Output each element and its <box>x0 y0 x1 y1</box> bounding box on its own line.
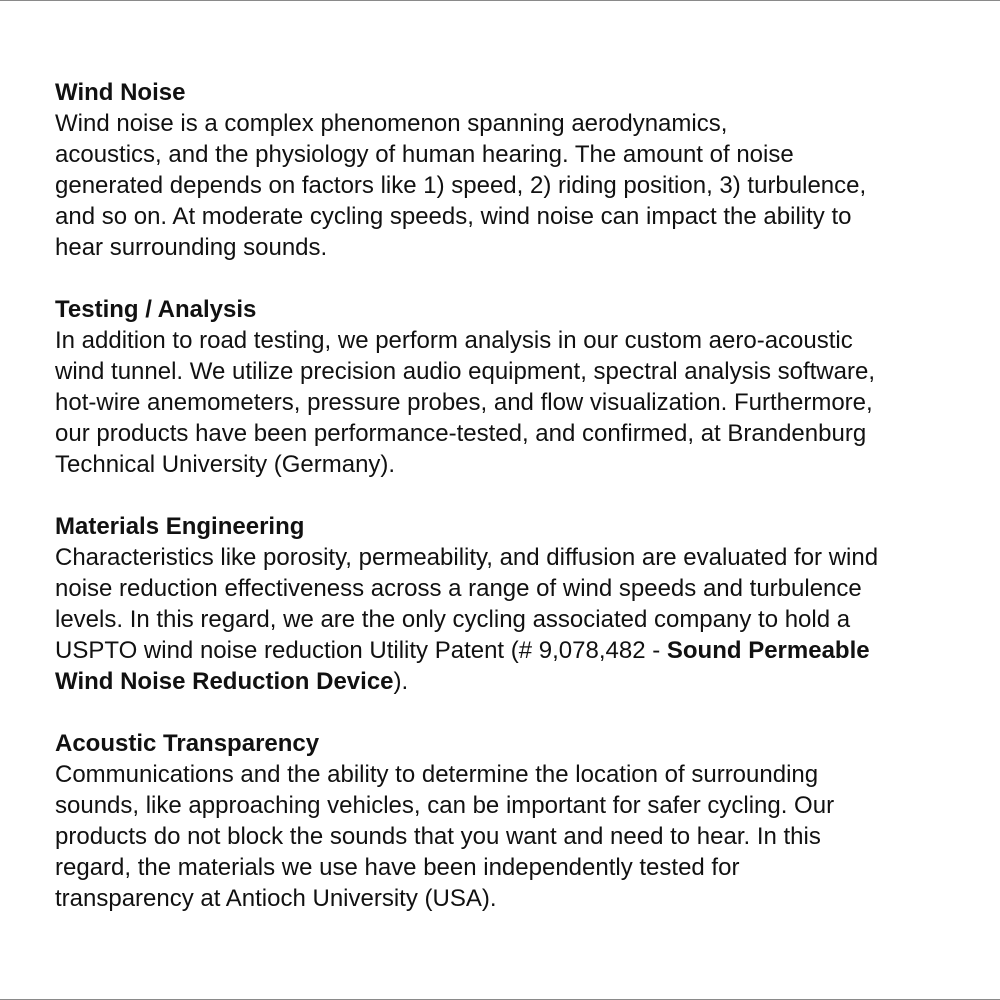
patent-line-suffix: ). <box>393 668 409 695</box>
body-line: our products have been performance-tested, and confirmed, at Brandenburg <box>55 420 867 447</box>
section-heading: Testing / Analysis <box>55 296 257 323</box>
patent-line <box>55 635 955 666</box>
body-line: transparency at Antioch University (USA). <box>55 885 497 912</box>
patent-title-part1: Sound Permeable <box>666 637 870 664</box>
body-line: sounds, like approaching vehicles, can be important for safer cycling. Our <box>55 792 835 819</box>
body-line: generated depends on factors like 1) speed, 2) riding position, 3) turbulence, <box>55 172 867 199</box>
body-line: In addition to road testing, we perform analysis in our custom aero-acoustic <box>55 327 853 354</box>
body-line: hear surrounding sounds. <box>55 234 328 261</box>
body-line: Characteristics like porosity, permeability, and diffusion are evaluated for wind <box>55 544 879 571</box>
body-line: noise reduction effectiveness across a range of wind speeds and turbulence <box>55 575 862 602</box>
body-line: levels. In this regard, we are the only cycling associated company to hold a <box>55 606 851 633</box>
section-wind-noise <box>55 77 955 263</box>
body-line: regard, the materials we use have been independently tested for <box>55 854 740 881</box>
section-acoustic-transparency <box>55 728 955 914</box>
section-heading: Acoustic Transparency <box>55 730 320 757</box>
body-line: and so on. At moderate cycling speeds, wind noise can impact the ability to <box>55 203 852 230</box>
patent-line <box>55 666 955 697</box>
patent-line-prefix: USPTO wind noise reduction Utility Patent (# 9,078,482 - <box>55 637 667 664</box>
body-line: wind tunnel. We utilize precision audio equipment, spectral analysis software, <box>55 358 875 385</box>
patent-title-part2: Wind Noise Reduction Device <box>55 668 394 695</box>
section-testing-analysis <box>55 294 955 480</box>
body-line: Communications and the ability to determine the location of surrounding <box>55 761 819 788</box>
section-heading: Wind Noise <box>55 79 186 106</box>
section-materials-engineering <box>55 511 955 697</box>
body-line: Wind noise is a complex phenomenon spanning aerodynamics, <box>55 110 728 137</box>
body-line: Technical University (Germany). <box>55 451 396 478</box>
section-heading: Materials Engineering <box>55 513 305 540</box>
body-line: acoustics, and the physiology of human hearing. The amount of noise <box>55 141 794 168</box>
document-body <box>55 77 955 945</box>
body-line: products do not block the sounds that you want and need to hear. In this <box>55 823 821 850</box>
body-line: hot-wire anemometers, pressure probes, and flow visualization. Furthermore, <box>55 389 873 416</box>
